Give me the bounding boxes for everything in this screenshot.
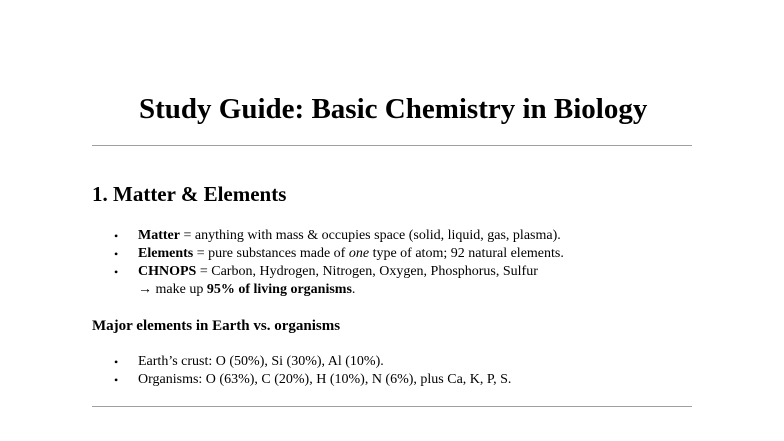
top-divider <box>92 145 692 146</box>
matter-elements-list <box>112 227 564 299</box>
note-suffix: . <box>351 282 356 297</box>
arrow-note-prefix: → make up <box>138 282 207 297</box>
list-item-organisms <box>112 371 511 389</box>
list-item-elements <box>112 245 564 263</box>
definition-elements-after: type of atom; 92 natural elements. <box>369 246 564 261</box>
earth-crust-text: Earth’s crust: O (50%), Si (30%), Al (10%). <box>138 354 384 369</box>
definition-matter: = anything with mass & occupies space (solid, liquid, gas, plasma). <box>179 228 561 243</box>
bullet-icon: • <box>114 229 119 243</box>
earth-organisms-list <box>112 353 511 389</box>
subheading-earth-vs-organisms: Major elements in Earth vs. organisms <box>92 318 341 334</box>
definition-elements-before: = pure substances made of <box>193 246 349 261</box>
bottom-divider <box>92 406 692 407</box>
term-matter: Matter <box>138 228 180 243</box>
term-elements: Elements <box>138 246 194 261</box>
list-item-earth-crust <box>112 353 511 371</box>
page-title: Study Guide: Basic Chemistry in Biology <box>139 93 648 125</box>
term-chnops: CHNOPS <box>138 264 197 279</box>
emphasis-one: one <box>348 246 370 261</box>
bullet-icon: • <box>114 373 119 387</box>
bullet-icon: • <box>114 247 119 261</box>
list-item-chnops <box>112 263 564 299</box>
bullet-icon: • <box>114 265 119 279</box>
highlight-95-percent: 95% of living organisms <box>206 282 352 297</box>
chnops-note <box>138 281 564 299</box>
definition-chnops: = Carbon, Hydrogen, Nitrogen, Oxygen, Phosphorus, Sulfur <box>196 264 538 279</box>
list-item-matter <box>112 227 564 245</box>
bullet-icon: • <box>114 355 119 369</box>
organisms-text: Organisms: O (63%), C (20%), H (10%), N (6%), plus Ca, K, P, S. <box>138 372 512 387</box>
section-heading-matter-elements: 1. Matter & Elements <box>92 182 287 206</box>
